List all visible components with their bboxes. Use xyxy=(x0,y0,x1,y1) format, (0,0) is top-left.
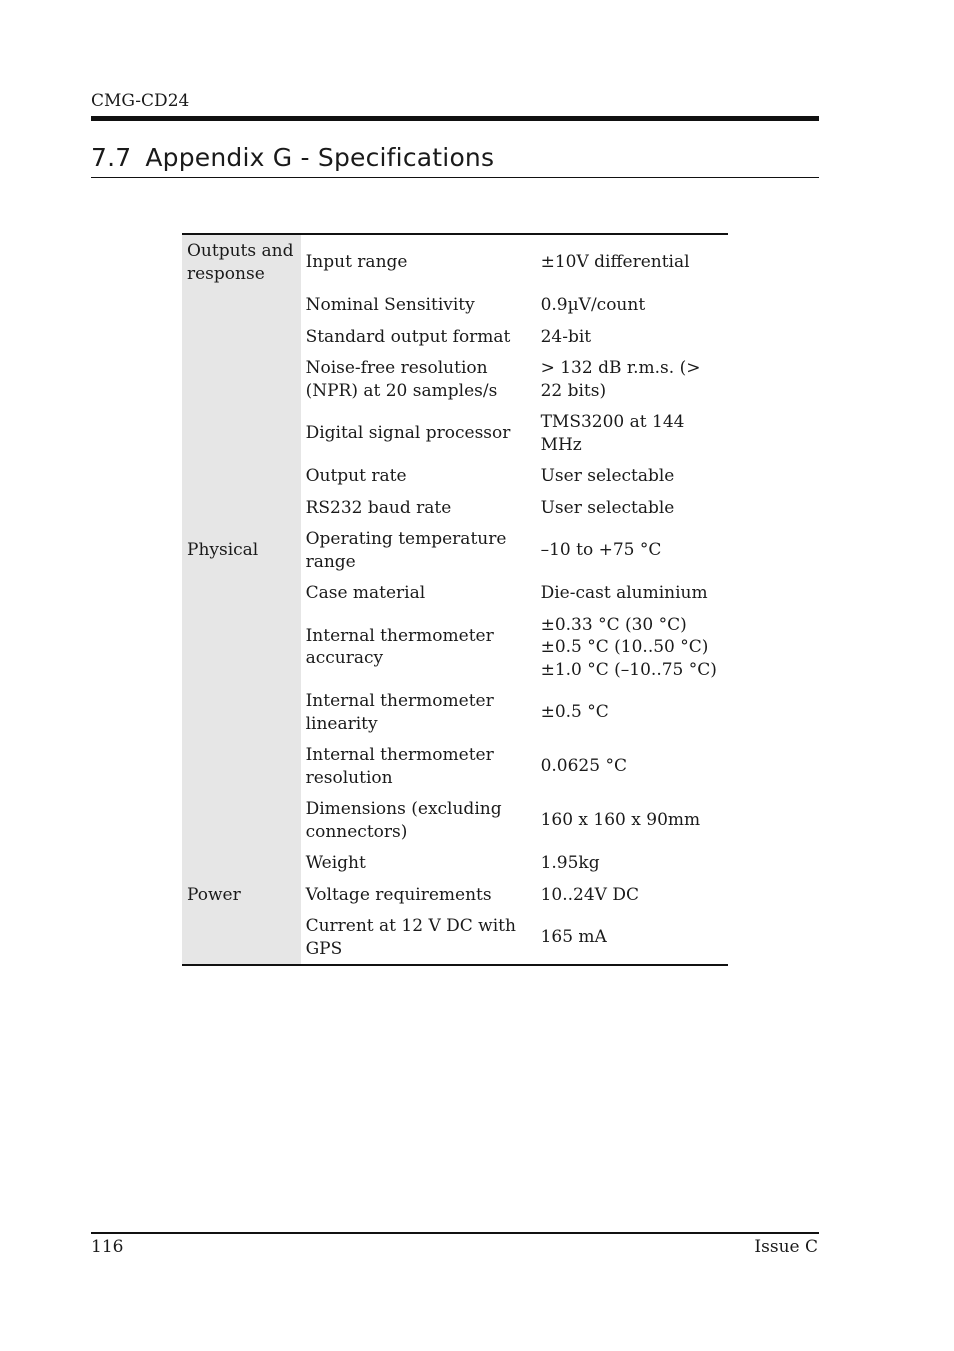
value-cell: 10..24V DC xyxy=(540,884,639,905)
table-row xyxy=(182,289,728,321)
parameter-cell: Weight xyxy=(305,853,366,873)
category-cell xyxy=(182,609,301,686)
table-row xyxy=(182,460,728,492)
value-cell: 24-bit xyxy=(540,326,592,347)
document-id: CMG-CD24 xyxy=(91,91,190,111)
parameter-cell: Noise-free resolution (NPR) at 20 samples/s xyxy=(305,358,498,401)
category-cell xyxy=(182,352,301,406)
value-cell: 165 mA xyxy=(540,927,607,948)
heading-rule xyxy=(91,177,819,178)
section-title: Appendix G - Specifications xyxy=(145,143,495,172)
table-row xyxy=(182,609,728,686)
parameter-cell: Current at 12 V DC with GPS xyxy=(305,916,516,959)
category-cell: Physical xyxy=(182,523,301,577)
category-cell xyxy=(182,793,301,847)
table-row xyxy=(182,492,728,524)
table-row xyxy=(182,739,728,793)
section-number: 7.7 xyxy=(91,143,132,172)
category-cell xyxy=(182,577,301,609)
value-cell: 0.9µV/count xyxy=(540,295,646,315)
parameter-cell: Internal thermometer accuracy xyxy=(305,625,494,669)
value-cell: Die-cast aluminium xyxy=(540,583,708,603)
parameter-cell: Case material xyxy=(305,583,426,603)
value-cell: 160 x 160 x 90mm xyxy=(540,810,701,831)
parameter-cell: Operating temperature range xyxy=(305,529,507,572)
table-row xyxy=(182,879,728,911)
page-number: 116 xyxy=(91,1237,124,1257)
parameter-cell: RS232 baud rate xyxy=(305,497,452,518)
specifications-table xyxy=(182,233,728,966)
category-cell: Outputs and response xyxy=(182,234,301,289)
table-row xyxy=(182,234,728,289)
table-row xyxy=(182,910,728,965)
header-rule xyxy=(91,116,819,121)
table-row xyxy=(182,321,728,353)
table-row xyxy=(182,523,728,577)
table-row xyxy=(182,352,728,406)
category-cell xyxy=(182,289,301,321)
value-cell: ±0.33 °C (30 °C) ±0.5 °C (10..50 °C) ±1.0 °C (–10..75 °C) xyxy=(540,614,717,680)
category-cell xyxy=(182,910,301,965)
parameter-cell: Digital signal processor xyxy=(305,423,511,444)
value-cell: User selectable xyxy=(540,466,675,486)
value-cell: 0.0625 °C xyxy=(540,756,627,777)
parameter-cell: Output rate xyxy=(305,466,407,486)
parameter-cell: Input range xyxy=(305,252,408,273)
category-cell xyxy=(182,739,301,793)
value-cell: ±0.5 °C xyxy=(540,702,609,723)
footer-rule xyxy=(91,1232,819,1234)
table-row xyxy=(182,406,728,460)
value-cell: ±10V differential xyxy=(540,252,690,273)
category-cell xyxy=(182,406,301,460)
value-cell: TMS3200 at 144 MHz xyxy=(540,412,685,455)
category-cell xyxy=(182,685,301,739)
parameter-cell: Voltage requirements xyxy=(305,884,492,905)
category-cell xyxy=(182,492,301,524)
category-cell: Power xyxy=(182,879,301,911)
parameter-cell: Standard output format xyxy=(305,326,511,347)
section-heading xyxy=(91,143,494,172)
category-cell xyxy=(182,847,301,879)
category-cell xyxy=(182,460,301,492)
parameter-cell: Nominal Sensitivity xyxy=(305,295,475,315)
table-row xyxy=(182,847,728,879)
table-row xyxy=(182,685,728,739)
value-cell: –10 to +75 °C xyxy=(540,540,662,561)
issue-label: Issue C xyxy=(754,1237,818,1257)
parameter-cell: Internal thermometer resolution xyxy=(305,745,494,788)
table-row xyxy=(182,577,728,609)
parameter-cell: Internal thermometer linearity xyxy=(305,691,494,734)
value-cell: 1.95kg xyxy=(540,853,600,873)
value-cell: > 132 dB r.m.s. (> 22 bits) xyxy=(540,358,701,401)
parameter-cell: Dimensions (excluding connectors) xyxy=(305,799,502,842)
category-cell xyxy=(182,321,301,353)
value-cell: User selectable xyxy=(540,497,675,518)
table-row xyxy=(182,793,728,847)
